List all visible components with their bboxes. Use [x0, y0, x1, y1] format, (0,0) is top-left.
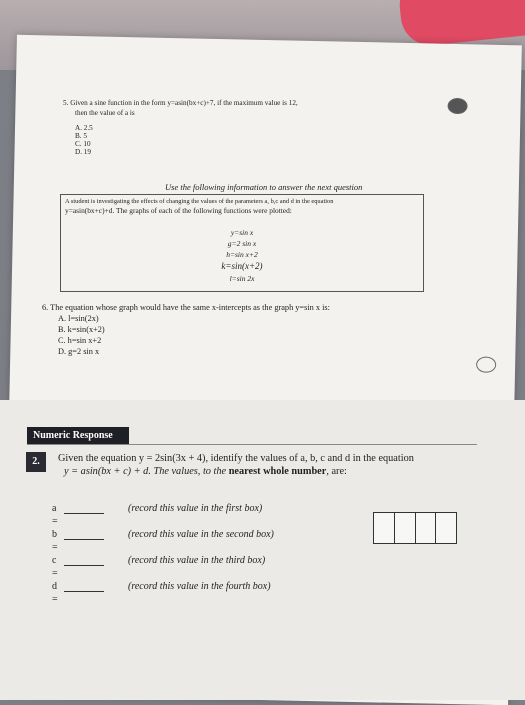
nr-line2	[64, 465, 458, 478]
q6-option[interactable]: B. k=sin(x+2)	[58, 325, 105, 334]
answer-cell[interactable]	[416, 513, 437, 543]
function-h: h=sin x+2	[226, 250, 258, 259]
q6-stem: 6. The equation whose graph would have the same x-intercepts as the graph y=sin x is:	[42, 303, 330, 312]
var-row-b	[52, 528, 274, 554]
var-note: (record this value in the fourth box)	[128, 581, 271, 592]
question-5	[63, 98, 298, 156]
nr-line2-end: , are:	[326, 466, 347, 477]
divider	[27, 444, 477, 445]
q5-option[interactable]: D. 19	[75, 148, 91, 156]
var-label: a =	[52, 503, 58, 527]
var-row-c	[52, 554, 274, 580]
function-g: g=2 sin x	[227, 239, 257, 248]
var-row-d	[52, 580, 274, 606]
var-row-a	[52, 502, 274, 528]
var-label: d =	[52, 581, 58, 605]
q5-options	[75, 124, 298, 156]
info-heading: Use the following information to answer the next question	[165, 182, 363, 192]
var-blank[interactable]	[64, 581, 104, 592]
var-label: b =	[52, 529, 58, 553]
q5-option[interactable]: B. 5	[75, 132, 87, 140]
var-blank[interactable]	[64, 503, 104, 514]
var-label: c =	[52, 555, 58, 579]
function-k: k=sin(x+2)	[221, 261, 263, 271]
info-eq-line: y=asin(bx+c)+d. The graphs of each of the following functions were plotted:	[65, 206, 292, 215]
var-blank[interactable]	[64, 555, 104, 566]
info-intro-line: A student is investigating the effects of changing the values of the parameters a, b,c and d in the equation	[65, 198, 334, 205]
answer-cell[interactable]	[436, 513, 456, 543]
q5-stem-line2: then the value of a is	[75, 109, 135, 117]
punch-hole	[447, 98, 467, 114]
q5-option[interactable]: C. 10	[75, 140, 91, 148]
q5-stem-line1: 5. Given a sine function in the form y=asin(bx+c)+7, if the maximum value is 12,	[63, 99, 298, 107]
answer-boxes	[373, 512, 457, 544]
numeric-response-header: Numeric Response	[27, 427, 129, 444]
function-y: y=sin x	[230, 228, 254, 237]
var-blank[interactable]	[64, 529, 104, 540]
answer-cell[interactable]	[395, 513, 416, 543]
answer-cell[interactable]	[374, 513, 395, 543]
var-note: (record this value in the second box)	[128, 529, 274, 540]
q6-option[interactable]: A. l=sin(2x)	[58, 314, 99, 323]
q6-option[interactable]: D. g=2 sin x	[58, 347, 100, 356]
info-intro	[65, 197, 419, 215]
function-l: l=sin 2x	[229, 274, 255, 283]
nr-line2-bold: nearest whole number	[228, 466, 327, 477]
variable-list	[52, 502, 274, 606]
q6-option[interactable]: C. h=sin x+2	[58, 336, 102, 345]
question-number: 2.	[26, 452, 46, 472]
numeric-question	[58, 452, 458, 478]
question-6	[42, 302, 330, 357]
var-note: (record this value in the third box)	[128, 555, 266, 566]
nr-line2-text: y = asin(bx + c) + d. The values, to the	[64, 466, 229, 477]
punch-hole	[476, 356, 496, 372]
q5-option[interactable]: A. 2.5	[75, 124, 93, 132]
info-box	[60, 194, 424, 292]
var-note: (record this value in the first box)	[128, 503, 263, 514]
nr-line1: Given the equation y = 2sin(3x + 4), identify the values of a, b, c and d in the equation	[58, 453, 414, 464]
q6-options	[58, 313, 330, 357]
